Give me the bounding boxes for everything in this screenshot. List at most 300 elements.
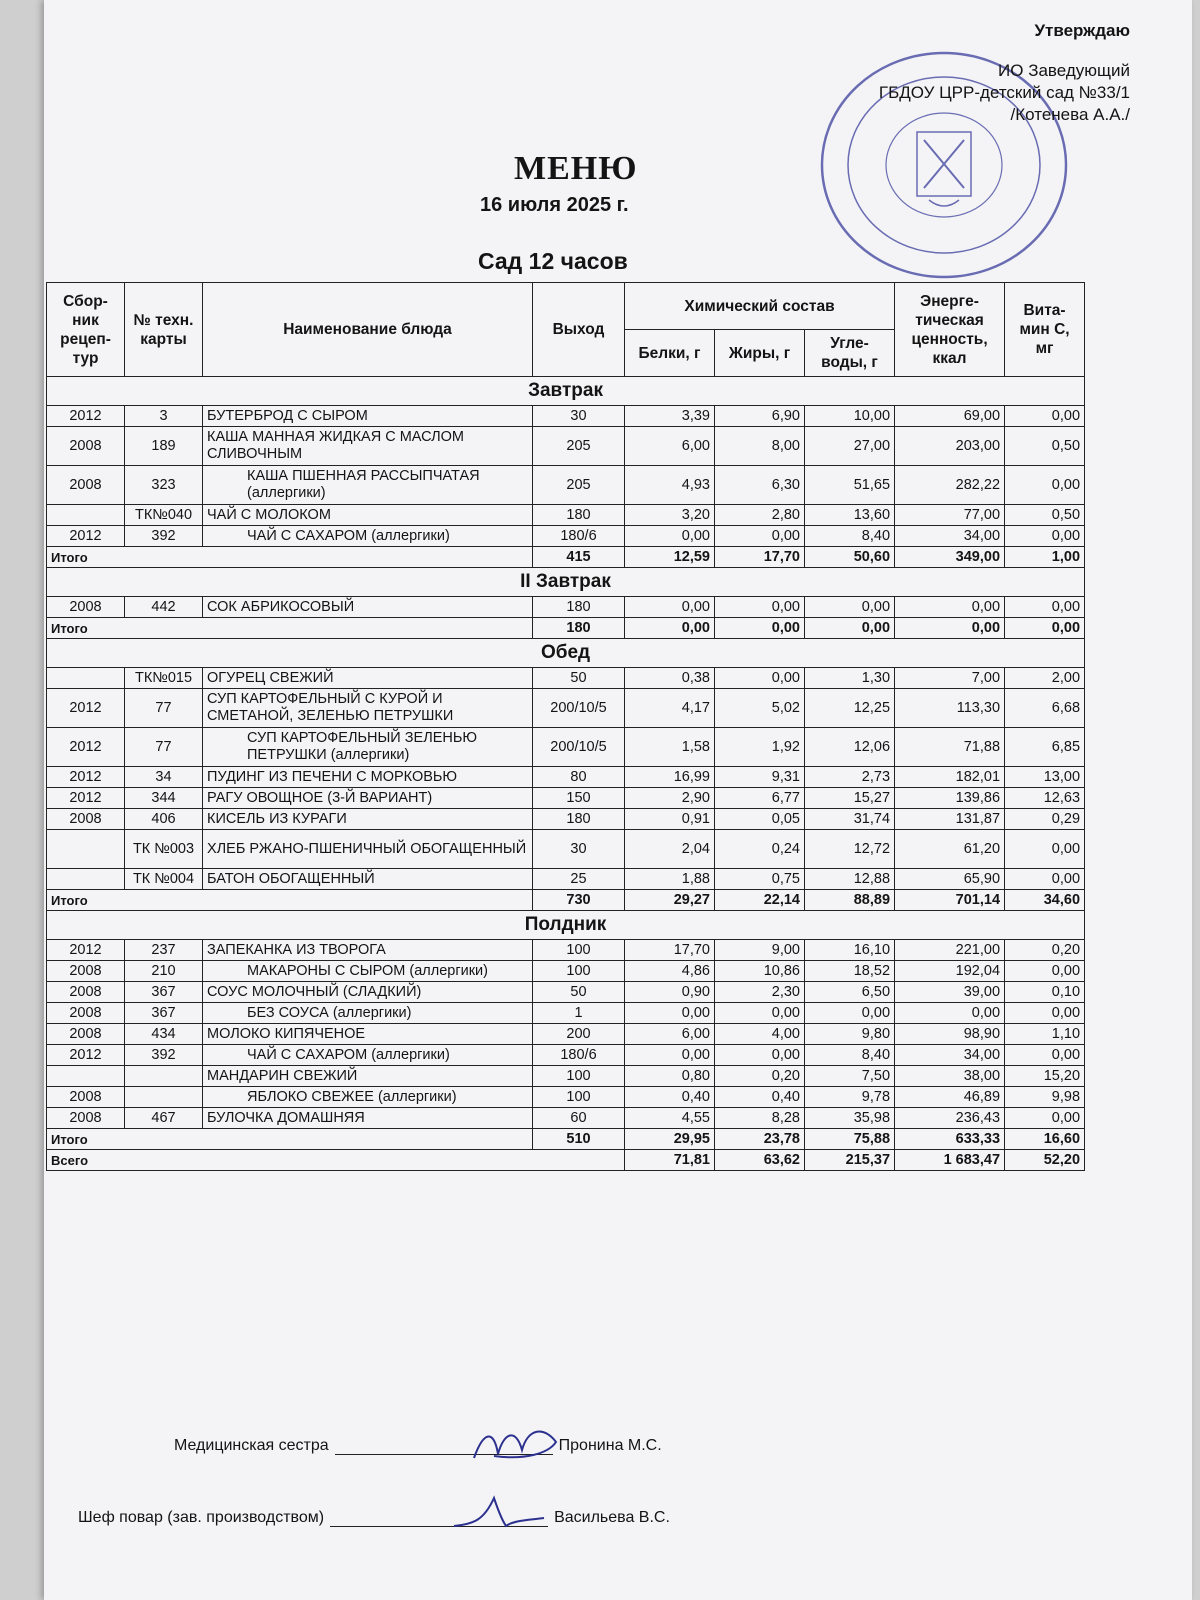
total-label: Итого <box>47 618 533 639</box>
total-carbs: 75,88 <box>805 1129 895 1150</box>
carbs-cell: 2,73 <box>805 767 895 788</box>
recipe-collection-cell: 2008 <box>47 466 125 505</box>
vitc-cell: 0,00 <box>1005 869 1085 890</box>
grand-total-label: Всего <box>47 1150 625 1171</box>
energy-cell: 34,00 <box>895 1045 1005 1066</box>
output-cell: 50 <box>533 982 625 1003</box>
table-row <box>47 961 1085 982</box>
output-cell: 80 <box>533 767 625 788</box>
tech-card-cell <box>125 1087 203 1108</box>
tech-card-cell: 406 <box>125 809 203 830</box>
chef-role: Шеф повар (зав. производством) <box>78 1509 325 1526</box>
output-cell: 180/6 <box>533 1045 625 1066</box>
recipe-collection-cell: 2012 <box>47 788 125 809</box>
energy-cell: 203,00 <box>895 427 1005 466</box>
fat-cell: 6,77 <box>715 788 805 809</box>
total-energy: 0,00 <box>895 618 1005 639</box>
carbs-cell: 10,00 <box>805 406 895 427</box>
output-cell: 60 <box>533 1108 625 1129</box>
recipe-collection-cell: 2008 <box>47 1003 125 1024</box>
dish-name-cell: ЧАЙ С САХАРОМ (аллергики) <box>203 1045 533 1066</box>
output-cell: 150 <box>533 788 625 809</box>
fat-cell: 0,00 <box>715 668 805 689</box>
tech-card-cell: 442 <box>125 597 203 618</box>
protein-cell: 3,20 <box>625 505 715 526</box>
output-cell: 100 <box>533 1066 625 1087</box>
dish-name-cell: КИСЕЛЬ ИЗ КУРАГИ <box>203 809 533 830</box>
output-cell: 180/6 <box>533 526 625 547</box>
dish-name-cell: РАГУ ОВОЩНОЕ (3-Й ВАРИАНТ) <box>203 788 533 809</box>
fat-cell: 0,75 <box>715 869 805 890</box>
protein-cell: 6,00 <box>625 427 715 466</box>
fat-cell: 0,00 <box>715 526 805 547</box>
table-row <box>47 597 1085 618</box>
table-row <box>47 466 1085 505</box>
recipe-collection-cell <box>47 505 125 526</box>
energy-cell: 131,87 <box>895 809 1005 830</box>
total-row <box>47 890 1085 911</box>
approval-org: ГБДОУ ЦРР-детский сад №33/1 <box>878 83 1130 102</box>
energy-cell: 39,00 <box>895 982 1005 1003</box>
table-row <box>47 526 1085 547</box>
vitc-cell: 0,00 <box>1005 961 1085 982</box>
energy-cell: 182,01 <box>895 767 1005 788</box>
total-label: Итого <box>47 547 533 568</box>
carbs-cell: 31,74 <box>805 809 895 830</box>
fat-cell: 8,00 <box>715 427 805 466</box>
fat-cell: 2,80 <box>715 505 805 526</box>
output-cell: 30 <box>533 830 625 869</box>
total-protein: 12,59 <box>625 547 715 568</box>
total-output: 730 <box>533 890 625 911</box>
table-row <box>47 809 1085 830</box>
protein-cell: 0,90 <box>625 982 715 1003</box>
carbs-cell: 7,50 <box>805 1066 895 1087</box>
carbs-cell: 16,10 <box>805 940 895 961</box>
recipe-collection-cell: 2008 <box>47 982 125 1003</box>
table-row <box>47 1066 1085 1087</box>
section-header-row <box>47 568 1085 597</box>
output-cell: 200 <box>533 1024 625 1045</box>
tech-card-cell: 367 <box>125 982 203 1003</box>
energy-cell: 77,00 <box>895 505 1005 526</box>
header-carbs: Угле-воды, г <box>805 330 895 377</box>
table-row <box>47 1045 1085 1066</box>
recipe-collection-cell: 2008 <box>47 1087 125 1108</box>
recipe-collection-cell: 2008 <box>47 809 125 830</box>
output-cell: 180 <box>533 505 625 526</box>
vitc-cell: 0,50 <box>1005 505 1085 526</box>
table-row <box>47 406 1085 427</box>
energy-cell: 69,00 <box>895 406 1005 427</box>
dish-name-cell: ОГУРЕЦ СВЕЖИЙ <box>203 668 533 689</box>
vitc-cell: 6,85 <box>1005 728 1085 767</box>
tech-card-cell: ТК№040 <box>125 505 203 526</box>
fat-cell: 10,86 <box>715 961 805 982</box>
protein-cell: 0,80 <box>625 1066 715 1087</box>
nurse-role: Медицинская сестра <box>174 1437 329 1454</box>
tech-card-cell: 77 <box>125 689 203 728</box>
protein-cell: 2,90 <box>625 788 715 809</box>
tech-card-cell: 237 <box>125 940 203 961</box>
tech-card-cell: 323 <box>125 466 203 505</box>
total-vitc: 0,00 <box>1005 618 1085 639</box>
recipe-collection-cell <box>47 869 125 890</box>
recipe-collection-cell: 2008 <box>47 597 125 618</box>
grand-total-carbs: 215,37 <box>805 1150 895 1171</box>
vitc-cell: 12,63 <box>1005 788 1085 809</box>
table-row <box>47 427 1085 466</box>
protein-cell: 6,00 <box>625 1024 715 1045</box>
energy-cell: 221,00 <box>895 940 1005 961</box>
total-fat: 23,78 <box>715 1129 805 1150</box>
vitc-cell: 0,00 <box>1005 526 1085 547</box>
table-row <box>47 767 1085 788</box>
page-title: МЕНЮ <box>514 150 638 187</box>
recipe-collection-cell <box>47 668 125 689</box>
fat-cell: 0,00 <box>715 1003 805 1024</box>
vitc-cell: 0,50 <box>1005 427 1085 466</box>
total-carbs: 88,89 <box>805 890 895 911</box>
carbs-cell: 8,40 <box>805 526 895 547</box>
output-cell: 1 <box>533 1003 625 1024</box>
chef-signature-line <box>78 1508 670 1527</box>
carbs-cell: 18,52 <box>805 961 895 982</box>
carbs-cell: 15,27 <box>805 788 895 809</box>
tech-card-cell <box>125 1066 203 1087</box>
dish-name-cell: ЯБЛОКО СВЕЖЕЕ (аллергики) <box>203 1087 533 1108</box>
protein-cell: 4,55 <box>625 1108 715 1129</box>
energy-cell: 38,00 <box>895 1066 1005 1087</box>
fat-cell: 0,24 <box>715 830 805 869</box>
header-output: Выход <box>533 283 625 377</box>
energy-cell: 71,88 <box>895 728 1005 767</box>
table-row <box>47 668 1085 689</box>
protein-cell: 0,00 <box>625 1045 715 1066</box>
protein-cell: 0,91 <box>625 809 715 830</box>
grand-total-energy: 1 683,47 <box>895 1150 1005 1171</box>
output-cell: 205 <box>533 466 625 505</box>
nurse-signature-scribble <box>464 1420 574 1470</box>
header-fat: Жиры, г <box>715 330 805 377</box>
table-row <box>47 1108 1085 1129</box>
protein-cell: 0,38 <box>625 668 715 689</box>
energy-cell: 236,43 <box>895 1108 1005 1129</box>
total-output: 415 <box>533 547 625 568</box>
recipe-collection-cell: 2012 <box>47 526 125 547</box>
approval-position: ИО Заведующий <box>998 61 1130 80</box>
protein-cell: 2,04 <box>625 830 715 869</box>
total-protein: 29,27 <box>625 890 715 911</box>
section-title: Полдник <box>47 911 1085 940</box>
total-protein: 0,00 <box>625 618 715 639</box>
carbs-cell: 12,06 <box>805 728 895 767</box>
table-row <box>47 505 1085 526</box>
carbs-cell: 0,00 <box>805 597 895 618</box>
protein-cell: 4,93 <box>625 466 715 505</box>
nurse-signature-line <box>174 1436 662 1455</box>
vitc-cell: 0,00 <box>1005 597 1085 618</box>
carbs-cell: 9,80 <box>805 1024 895 1045</box>
tech-card-cell: 392 <box>125 526 203 547</box>
recipe-collection-cell: 2008 <box>47 1108 125 1129</box>
section-title: Завтрак <box>47 377 1085 406</box>
fat-cell: 0,00 <box>715 597 805 618</box>
total-fat: 22,14 <box>715 890 805 911</box>
tech-card-cell: 344 <box>125 788 203 809</box>
vitc-cell: 0,00 <box>1005 830 1085 869</box>
output-cell: 100 <box>533 961 625 982</box>
header-vitc: Вита-мин С, мг <box>1005 283 1085 377</box>
tech-card-cell: 434 <box>125 1024 203 1045</box>
vitc-cell: 9,98 <box>1005 1087 1085 1108</box>
vitc-cell: 0,00 <box>1005 466 1085 505</box>
dish-name-cell: ЧАЙ С САХАРОМ (аллергики) <box>203 526 533 547</box>
approval-name: /Котенева А.А./ <box>1010 105 1130 124</box>
fat-cell: 6,30 <box>715 466 805 505</box>
total-fat: 0,00 <box>715 618 805 639</box>
fat-cell: 0,00 <box>715 1045 805 1066</box>
energy-cell: 34,00 <box>895 526 1005 547</box>
tech-card-cell: 367 <box>125 1003 203 1024</box>
chef-name: Васильева В.С. <box>554 1509 670 1526</box>
total-label: Итого <box>47 1129 533 1150</box>
fat-cell: 2,30 <box>715 982 805 1003</box>
menu-subtitle: Сад 12 часов <box>478 248 628 274</box>
carbs-cell: 12,25 <box>805 689 895 728</box>
protein-cell: 16,99 <box>625 767 715 788</box>
recipe-collection-cell <box>47 1066 125 1087</box>
total-protein: 29,95 <box>625 1129 715 1150</box>
carbs-cell: 35,98 <box>805 1108 895 1129</box>
tech-card-cell: 210 <box>125 961 203 982</box>
dish-name-cell: ХЛЕБ РЖАНО-ПШЕНИЧНЫЙ ОБОГАЩЕННЫЙ <box>203 830 533 869</box>
energy-cell: 0,00 <box>895 1003 1005 1024</box>
vitc-cell: 1,10 <box>1005 1024 1085 1045</box>
tech-card-cell: ТК№015 <box>125 668 203 689</box>
header-card: № техн. карты <box>125 283 203 377</box>
total-row <box>47 547 1085 568</box>
approval-block <box>879 20 1130 126</box>
total-row <box>47 618 1085 639</box>
total-output: 510 <box>533 1129 625 1150</box>
carbs-cell: 12,88 <box>805 869 895 890</box>
grand-total-protein: 71,81 <box>625 1150 715 1171</box>
total-energy: 349,00 <box>895 547 1005 568</box>
total-fat: 17,70 <box>715 547 805 568</box>
fat-cell: 1,92 <box>715 728 805 767</box>
protein-cell: 1,58 <box>625 728 715 767</box>
tech-card-cell: 3 <box>125 406 203 427</box>
table-row <box>47 728 1085 767</box>
header-collection: Сбор-ник рецеп-тур <box>47 283 125 377</box>
vitc-cell: 0,29 <box>1005 809 1085 830</box>
vitc-cell: 0,00 <box>1005 1003 1085 1024</box>
tech-card-cell: ТК №003 <box>125 830 203 869</box>
header-energy: Энерге-тическая ценность, ккал <box>895 283 1005 377</box>
dish-name-cell: ЗАПЕКАНКА ИЗ ТВОРОГА <box>203 940 533 961</box>
carbs-cell: 9,78 <box>805 1087 895 1108</box>
chef-signature-scribble <box>444 1490 554 1534</box>
output-cell: 100 <box>533 940 625 961</box>
table-row <box>47 1087 1085 1108</box>
carbs-cell: 1,30 <box>805 668 895 689</box>
section-header-row <box>47 639 1085 668</box>
table-row <box>47 1003 1085 1024</box>
table-row <box>47 982 1085 1003</box>
vitc-cell: 0,00 <box>1005 406 1085 427</box>
menu-body <box>47 377 1085 1171</box>
menu-sheet <box>44 0 1192 1600</box>
section-header-row <box>47 911 1085 940</box>
output-cell: 30 <box>533 406 625 427</box>
dish-name-cell: МАНДАРИН СВЕЖИЙ <box>203 1066 533 1087</box>
vitc-cell: 15,20 <box>1005 1066 1085 1087</box>
protein-cell: 0,40 <box>625 1087 715 1108</box>
table-row <box>47 689 1085 728</box>
dish-name-cell: БУТЕРБРОД С СЫРОМ <box>203 406 533 427</box>
nurse-name: Пронина М.С. <box>558 1437 662 1454</box>
dish-name-cell: СОУС МОЛОЧНЫЙ (СЛАДКИЙ) <box>203 982 533 1003</box>
fat-cell: 6,90 <box>715 406 805 427</box>
carbs-cell: 8,40 <box>805 1045 895 1066</box>
protein-cell: 4,17 <box>625 689 715 728</box>
output-cell: 50 <box>533 668 625 689</box>
section-title: II Завтрак <box>47 568 1085 597</box>
table-row <box>47 830 1085 869</box>
energy-cell: 46,89 <box>895 1087 1005 1108</box>
vitc-cell: 0,00 <box>1005 1045 1085 1066</box>
recipe-collection-cell: 2012 <box>47 767 125 788</box>
carbs-cell: 6,50 <box>805 982 895 1003</box>
total-vitc: 16,60 <box>1005 1129 1085 1150</box>
fat-cell: 0,05 <box>715 809 805 830</box>
recipe-collection-cell: 2012 <box>47 406 125 427</box>
dish-name-cell: МАКАРОНЫ С СЫРОМ (аллергики) <box>203 961 533 982</box>
total-label: Итого <box>47 890 533 911</box>
tech-card-cell: 392 <box>125 1045 203 1066</box>
vitc-cell: 0,10 <box>1005 982 1085 1003</box>
protein-cell: 0,00 <box>625 1003 715 1024</box>
energy-cell: 192,04 <box>895 961 1005 982</box>
vitc-cell: 0,20 <box>1005 940 1085 961</box>
protein-cell: 3,39 <box>625 406 715 427</box>
header-dish: Наименование блюда <box>203 283 533 377</box>
fat-cell: 9,31 <box>715 767 805 788</box>
total-vitc: 34,60 <box>1005 890 1085 911</box>
carbs-cell: 51,65 <box>805 466 895 505</box>
recipe-collection-cell: 2008 <box>47 427 125 466</box>
dish-name-cell: КАША ПШЕННАЯ РАССЫПЧАТАЯ (аллергики) <box>203 466 533 505</box>
fat-cell: 9,00 <box>715 940 805 961</box>
recipe-collection-cell <box>47 830 125 869</box>
energy-cell: 98,90 <box>895 1024 1005 1045</box>
tech-card-cell: ТК №004 <box>125 869 203 890</box>
energy-cell: 61,20 <box>895 830 1005 869</box>
carbs-cell: 12,72 <box>805 830 895 869</box>
total-row <box>47 1129 1085 1150</box>
tech-card-cell: 467 <box>125 1108 203 1129</box>
carbs-cell: 27,00 <box>805 427 895 466</box>
total-energy: 633,33 <box>895 1129 1005 1150</box>
protein-cell: 17,70 <box>625 940 715 961</box>
carbs-cell: 0,00 <box>805 1003 895 1024</box>
section-title: Обед <box>47 639 1085 668</box>
section-header-row <box>47 377 1085 406</box>
table-row <box>47 869 1085 890</box>
energy-cell: 139,86 <box>895 788 1005 809</box>
recipe-collection-cell: 2008 <box>47 961 125 982</box>
dish-name-cell: МОЛОКО КИПЯЧЕНОЕ <box>203 1024 533 1045</box>
output-cell: 200/10/5 <box>533 689 625 728</box>
energy-cell: 7,00 <box>895 668 1005 689</box>
dish-name-cell: БЕЗ СОУСА (аллергики) <box>203 1003 533 1024</box>
output-cell: 205 <box>533 427 625 466</box>
fat-cell: 4,00 <box>715 1024 805 1045</box>
recipe-collection-cell: 2012 <box>47 728 125 767</box>
protein-cell: 0,00 <box>625 597 715 618</box>
dish-name-cell: ЧАЙ С МОЛОКОМ <box>203 505 533 526</box>
header-chem: Химический состав <box>625 283 895 330</box>
menu-date: 16 июля 2025 г. <box>480 194 629 216</box>
dish-name-cell: СОК АБРИКОСОВЫЙ <box>203 597 533 618</box>
recipe-collection-cell: 2012 <box>47 1045 125 1066</box>
fat-cell: 5,02 <box>715 689 805 728</box>
header-protein: Белки, г <box>625 330 715 377</box>
carbs-cell: 13,60 <box>805 505 895 526</box>
output-cell: 180 <box>533 809 625 830</box>
energy-cell: 0,00 <box>895 597 1005 618</box>
table-row <box>47 788 1085 809</box>
dish-name-cell: ПУДИНГ ИЗ ПЕЧЕНИ С МОРКОВЬЮ <box>203 767 533 788</box>
total-output: 180 <box>533 618 625 639</box>
total-carbs: 0,00 <box>805 618 895 639</box>
energy-cell: 282,22 <box>895 466 1005 505</box>
approval-heading: Утверждаю <box>1034 21 1130 40</box>
table-row <box>47 940 1085 961</box>
protein-cell: 4,86 <box>625 961 715 982</box>
tech-card-cell: 189 <box>125 427 203 466</box>
output-cell: 100 <box>533 1087 625 1108</box>
protein-cell: 1,88 <box>625 869 715 890</box>
dish-name-cell: СУП КАРТОФЕЛЬНЫЙ С КУРОЙ И СМЕТАНОЙ, ЗЕЛЕНЬЮ ПЕТРУШКИ <box>203 689 533 728</box>
grand-total-row <box>47 1150 1085 1171</box>
output-cell: 25 <box>533 869 625 890</box>
grand-total-vitc: 52,20 <box>1005 1150 1085 1171</box>
total-energy: 701,14 <box>895 890 1005 911</box>
total-vitc: 1,00 <box>1005 547 1085 568</box>
energy-cell: 113,30 <box>895 689 1005 728</box>
vitc-cell: 6,68 <box>1005 689 1085 728</box>
dish-name-cell: СУП КАРТОФЕЛЬНЫЙ ЗЕЛЕНЬЮ ПЕТРУШКИ (аллергики) <box>203 728 533 767</box>
tech-card-cell: 34 <box>125 767 203 788</box>
tech-card-cell: 77 <box>125 728 203 767</box>
fat-cell: 8,28 <box>715 1108 805 1129</box>
menu-table <box>46 282 1085 1171</box>
vitc-cell: 0,00 <box>1005 1108 1085 1129</box>
vitc-cell: 2,00 <box>1005 668 1085 689</box>
protein-cell: 0,00 <box>625 526 715 547</box>
output-cell: 180 <box>533 597 625 618</box>
dish-name-cell: КАША МАННАЯ ЖИДКАЯ С МАСЛОМ СЛИВОЧНЫМ <box>203 427 533 466</box>
dish-name-cell: БУЛОЧКА ДОМАШНЯЯ <box>203 1108 533 1129</box>
table-row <box>47 1024 1085 1045</box>
grand-total-fat: 63,62 <box>715 1150 805 1171</box>
vitc-cell: 13,00 <box>1005 767 1085 788</box>
dish-name-cell: БАТОН ОБОГАЩЕННЫЙ <box>203 869 533 890</box>
fat-cell: 0,40 <box>715 1087 805 1108</box>
recipe-collection-cell: 2008 <box>47 1024 125 1045</box>
